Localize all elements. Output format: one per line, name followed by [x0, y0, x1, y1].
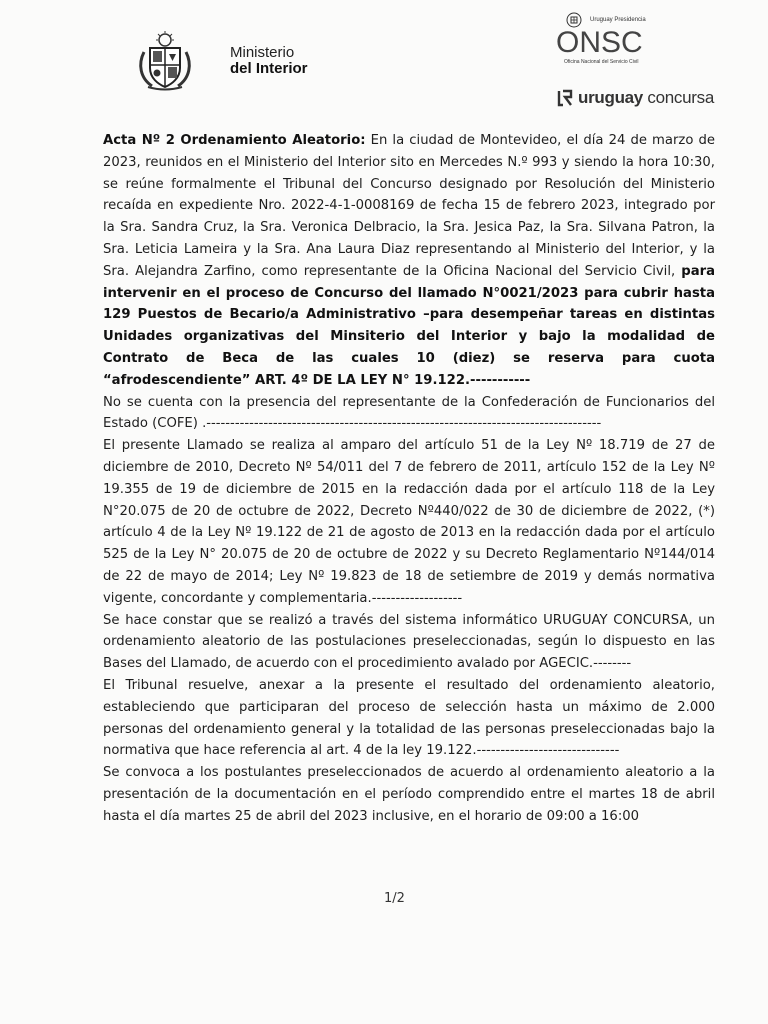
acta-body: [103, 130, 715, 828]
acta-paragraph-5: El Tribunal resuelve, anexar a la presente el resultado del ordenamiento aleatorio, estableciendo que participaran del proceso de selección hasta un máximo de 2.000 personas del ordenamiento general y la totalidad de las personas preseleccionadas bajo la normativa que hace referencia al art. 4 de la ley 19.122.------------------------------: [103, 677, 715, 759]
page-number: 1/2: [384, 891, 405, 906]
acta-paragraph-3: El presente Llamado se realiza al amparo del artículo 51 de la Ley Nº 18.719 de 27 de diciembre de 2010, Decreto Nº 54/011 del 7 de febrero de 2011, artículo 152 de la Ley Nº 19.355 de 19 de diciembre de 2015 en la redacción dada por el artículo 118 de la Ley N°20.075 de 20 de octubre de 2022, Decreto Nº440/022 de 30 de diciembre de 2022, (*) artículo 4 de la Ley Nº 19.122 de 21 de agosto de 2013 en la redacción dada por el artículo 525 de la Ley N° 20.075 de 20 de octubre de 2022 y su Decreto Reglamentario Nº144/014 de 22 de mayo de 2014; Ley Nº 19.823 de 18 de setiembre de 2019 y demás normativa vigente, concordante y complementaria.-------------------: [103, 438, 715, 606]
concursa-word-a: uruguay: [578, 88, 643, 107]
ministry-title-line1: Ministerio: [230, 44, 295, 61]
ministry-title-line2: del Interior: [230, 60, 308, 77]
acta-paragraph-1: [103, 130, 715, 392]
acta-intro-text: En la ciudad de Montevideo, el día 24 de marzo de 2023, reunidos en el Ministerio del Interior sito en Mercedes N.º 993 y siendo la hora 10:30, se reúne formalmente el Tribunal del Concurso designado por Resolución del Ministerio recaída en expediente Nro. 2022-4-1-0008169 de fecha 15 de febrero 2023, integrado por la Sra. Sandra Cruz, la Sra. Veronica Delbracio, la Sra. Jesica Paz, la Sra. Silvana Patron, la Sra. Leticia Lameira y la Sra. Ana Laura Diaz representando al Ministerio del Interior, y la Sra. Alejandra Zarfino, como representante de la Oficina Nacional del Servicio Civil,: [103, 133, 715, 279]
onsc-subtitle: Oficina Nacional del Servicio Civil: [564, 59, 639, 65]
uruguay-concursa-logo: [556, 88, 714, 108]
ministry-logo: [134, 30, 308, 92]
coat-of-arms-icon: [134, 30, 196, 92]
concursa-wordmark: [578, 88, 714, 108]
onsc-wordmark: ONSC: [556, 26, 643, 59]
acta-paragraph-2: No se cuenta con la presencia del representante de la Confederación de Funcionarios del Estado (COFE) .-----------------------------------------------------------------------------------: [103, 394, 715, 432]
presidencia-label: Uruguay Presidencia: [590, 17, 646, 23]
concursa-mark-icon: [556, 88, 574, 108]
acta-paragraph-6: Se convoca a los postulantes preseleccionados de acuerdo al ordenamiento aleatorio a la presentación de la documentación en el período comprendido entre el martes 18 de abril hasta el día martes 25 de abril del 2023 inclusive, en el horario de 09:00 a 16:00: [103, 765, 715, 824]
acta-llamado-text: para intervenir en el proceso de Concurso del llamado N°0021/2023 para cubrir hasta 129 Puestos de Becario/a Administrativo –para desempeñar tareas en distintas Unidades organizativas del Minsiterio del Interior y bajo la modalidad de Contrato de Beca de las cuales 10 (diez) se reserva para cuota “afrodescendiente” ART. 4º DE LA LEY N° 19.122.-----------: [103, 263, 715, 388]
acta-heading: Acta Nº 2 Ordenamiento Aleatorio:: [103, 133, 366, 148]
concursa-word-b: concursa: [647, 88, 714, 107]
acta-paragraph-4: Se hace constar que se realizó a través del sistema informático URUGUAY CONCURSA, un ordenamiento aleatorio de las postulaciones preseleccionadas, según lo dispuesto en las Bases del Llamado, de acuerdo con el procedimiento avalado por AGECIC.--------: [103, 612, 715, 672]
onsc-logo: [556, 12, 706, 65]
